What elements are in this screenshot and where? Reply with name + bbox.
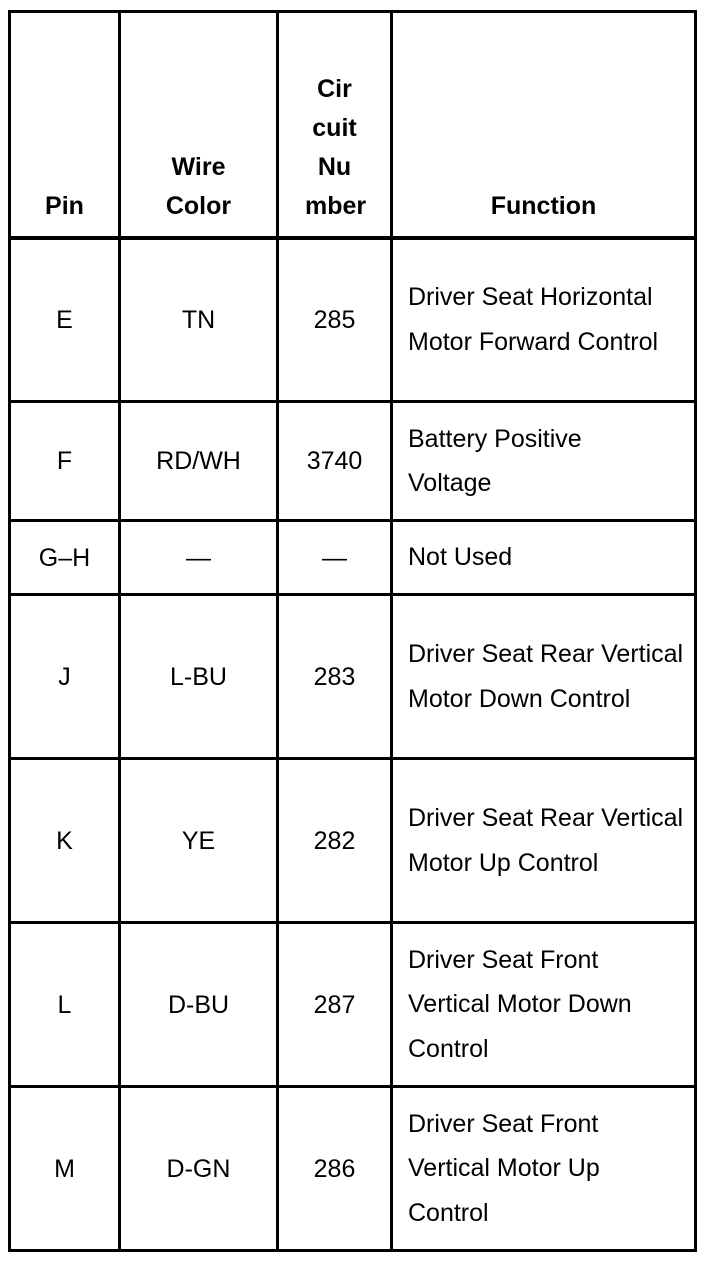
table-row bbox=[10, 402, 696, 521]
circuit-number-cell: 287 bbox=[278, 923, 392, 1087]
wire-color-cell: RD/WH bbox=[120, 402, 278, 521]
pin-cell: M bbox=[10, 1087, 120, 1251]
header-pin: Pin bbox=[10, 12, 120, 238]
circuit-number-cell: 282 bbox=[278, 759, 392, 923]
connector-pinout-table-wrapper bbox=[8, 10, 694, 1252]
function-cell: Driver Seat Rear Vertical Motor Down Control bbox=[392, 595, 696, 759]
circuit-number-cell: 286 bbox=[278, 1087, 392, 1251]
header-circuit-number: Cir cuit Nu mber bbox=[278, 12, 392, 238]
table-row bbox=[10, 521, 696, 595]
table-row bbox=[10, 238, 696, 402]
function-cell: Battery Positive Voltage bbox=[392, 402, 696, 521]
function-cell: Driver Seat Horizontal Motor Forward Control bbox=[392, 238, 696, 402]
pin-cell: J bbox=[10, 595, 120, 759]
function-cell: Not Used bbox=[392, 521, 696, 595]
function-cell: Driver Seat Front Vertical Motor Up Control bbox=[392, 1087, 696, 1251]
header-row bbox=[10, 12, 696, 238]
pin-cell: K bbox=[10, 759, 120, 923]
connector-pinout-table bbox=[8, 10, 697, 1252]
wire-color-cell: TN bbox=[120, 238, 278, 402]
table-row bbox=[10, 923, 696, 1087]
table-row bbox=[10, 759, 696, 923]
pin-cell: G–H bbox=[10, 521, 120, 595]
function-cell: Driver Seat Front Vertical Motor Down Control bbox=[392, 923, 696, 1087]
header-function: Function bbox=[392, 12, 696, 238]
pin-cell: E bbox=[10, 238, 120, 402]
pin-cell: L bbox=[10, 923, 120, 1087]
header-wire-color: Wire Color bbox=[120, 12, 278, 238]
circuit-number-cell: 3740 bbox=[278, 402, 392, 521]
table-row bbox=[10, 1087, 696, 1251]
wire-color-cell: D-GN bbox=[120, 1087, 278, 1251]
function-cell: Driver Seat Rear Vertical Motor Up Control bbox=[392, 759, 696, 923]
wire-color-cell: L-BU bbox=[120, 595, 278, 759]
table-row bbox=[10, 595, 696, 759]
circuit-number-cell: — bbox=[278, 521, 392, 595]
circuit-number-cell: 285 bbox=[278, 238, 392, 402]
wire-color-cell: D-BU bbox=[120, 923, 278, 1087]
wire-color-cell: — bbox=[120, 521, 278, 595]
pin-cell: F bbox=[10, 402, 120, 521]
wire-color-cell: YE bbox=[120, 759, 278, 923]
circuit-number-cell: 283 bbox=[278, 595, 392, 759]
